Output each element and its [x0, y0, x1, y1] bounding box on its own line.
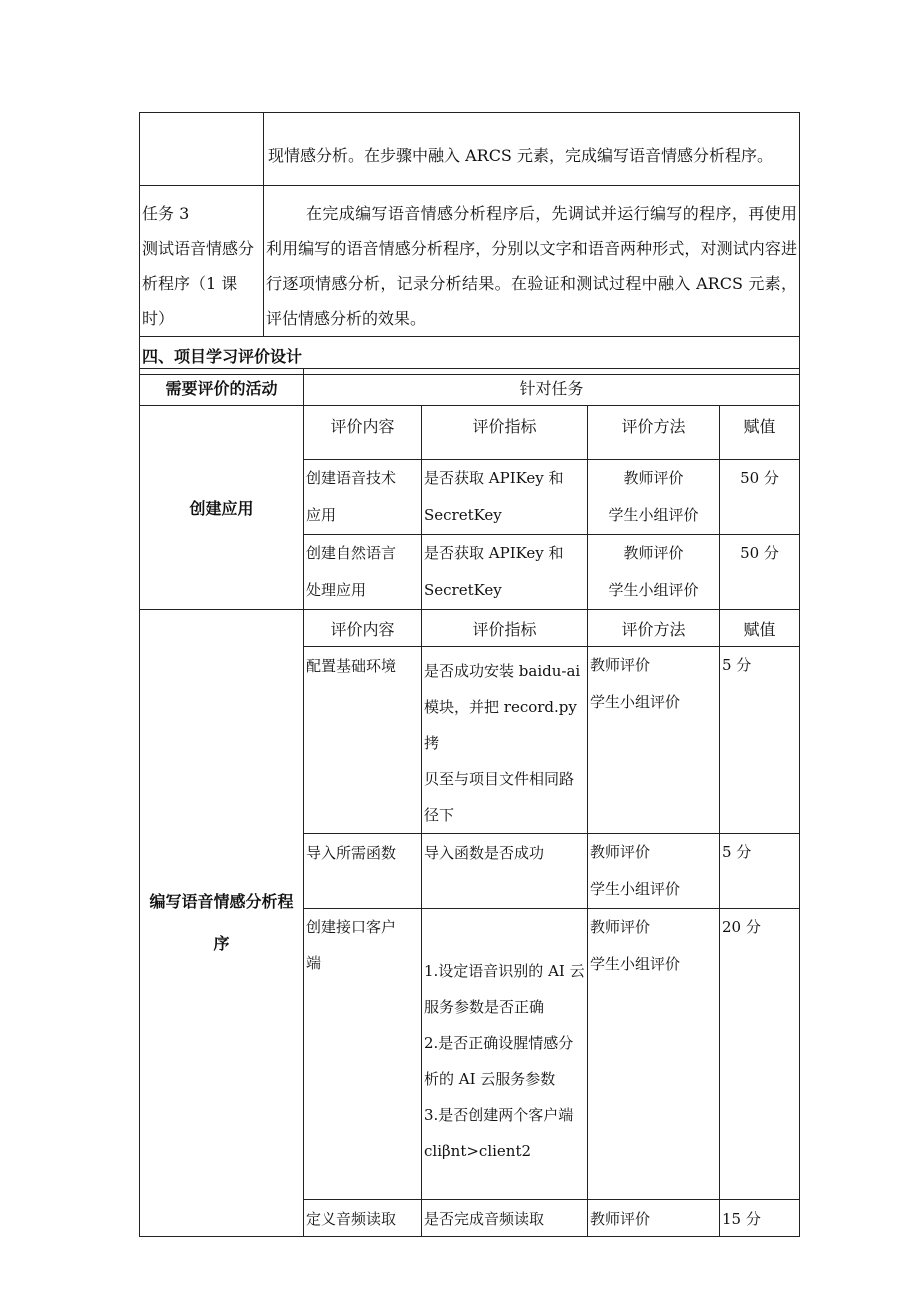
task-continued-text: 现情感分析。在步骤中融入 ARCS 元素，完成编写语音情感分析程序。 [268, 146, 773, 165]
g2-row3-indicator: 1.设定语音识别的 AI 云 服务参数是否正确 2.是否正确设腥情感分 析的 AI 云服务参数 3.是否创建两个客户端 cliβnt>client2 [422, 909, 588, 1200]
g2-col-content: 评价内容 [304, 610, 422, 647]
task-continued-cell [264, 113, 800, 186]
group2-activity-cell [140, 610, 304, 1237]
evaluation-table [139, 368, 800, 1237]
header-task: 针对任务 [519, 378, 584, 398]
task3-label-cell [140, 186, 264, 337]
g2-col-method: 评价方法 [588, 610, 720, 647]
g1-row2-method: 教师评价 学生小组评价 [588, 535, 720, 610]
group1-activity-cell [140, 406, 304, 610]
g2-row3-score: 20 分 [720, 909, 800, 1200]
g2-row2-content: 导入所需函数 [304, 834, 422, 909]
g2-row4-method: 教师评价 [588, 1200, 720, 1237]
g1-col-method: 评价方法 [588, 406, 720, 460]
task3-description: 在完成编写语音情感分析程序后，先调试并运行编写的程序，再使用利用编写的语音情感分析程序，分别以文字和语音两种形式，对测试内容进行逐项情感分析，记录分析结果。在验证和测试过程中融入 ARCS 元素，评估情感分析的效果。 [266, 204, 797, 328]
header-activity: 需要评价的活动 [165, 378, 278, 398]
g2-row4-score: 15 分 [720, 1200, 800, 1237]
g2-row1-score: 5 分 [720, 647, 800, 834]
header-activity-cell [140, 369, 304, 406]
g1-col-score: 赋值 [720, 406, 800, 460]
g2-row3-method: 教师评价 学生小组评价 [588, 909, 720, 1200]
section4-title: 四、项目学习评价设计 [142, 347, 303, 366]
g1-row1-score: 50 分 [720, 460, 800, 535]
g1-row2-indicator: 是否获取 APIKey 和 SecretKey [422, 535, 588, 610]
g1-row1-method: 教师评价 学生小组评价 [588, 460, 720, 535]
g1-row1-indicator: 是否获取 APIKey 和 SecretKey [422, 460, 588, 535]
g1-row2-score: 50 分 [720, 535, 800, 610]
g2-row4-content: 定义音频读取 [304, 1200, 422, 1237]
g1-col-indicator: 评价指标 [422, 406, 588, 460]
group1-activity: 创建应用 [189, 499, 254, 518]
task3-label: 任务 3 测试语音情感分 析程序（1 课 时） [142, 204, 255, 328]
g1-col-content: 评价内容 [304, 406, 422, 460]
g2-row4-indicator: 是否完成音频读取 [422, 1200, 588, 1237]
group2-activity: 编写语音情感分析程 序 [149, 892, 294, 953]
g2-row2-score: 5 分 [720, 834, 800, 909]
g2-col-indicator: 评价指标 [422, 610, 588, 647]
task-label-cell-empty [140, 113, 264, 186]
header-task-cell [304, 369, 800, 406]
g2-row2-method: 教师评价 学生小组评价 [588, 834, 720, 909]
g2-row3-content: 创建接口客户 端 [304, 909, 422, 1200]
g2-col-score: 赋值 [720, 610, 800, 647]
task-table [139, 112, 800, 375]
g2-row1-content: 配置基础环境 [304, 647, 422, 834]
g2-row2-indicator: 导入函数是否成功 [422, 834, 588, 909]
g2-row1-indicator: 是否成功安装 baidu-ai 模块，并把 record.py 拷 贝至与项目文件相同路 径下 [422, 647, 588, 834]
task3-description-cell [264, 186, 800, 337]
g1-row1-content: 创建语音技术 应用 [304, 460, 422, 535]
g1-row2-content: 创建自然语言 处理应用 [304, 535, 422, 610]
g2-row1-method: 教师评价 学生小组评价 [588, 647, 720, 834]
